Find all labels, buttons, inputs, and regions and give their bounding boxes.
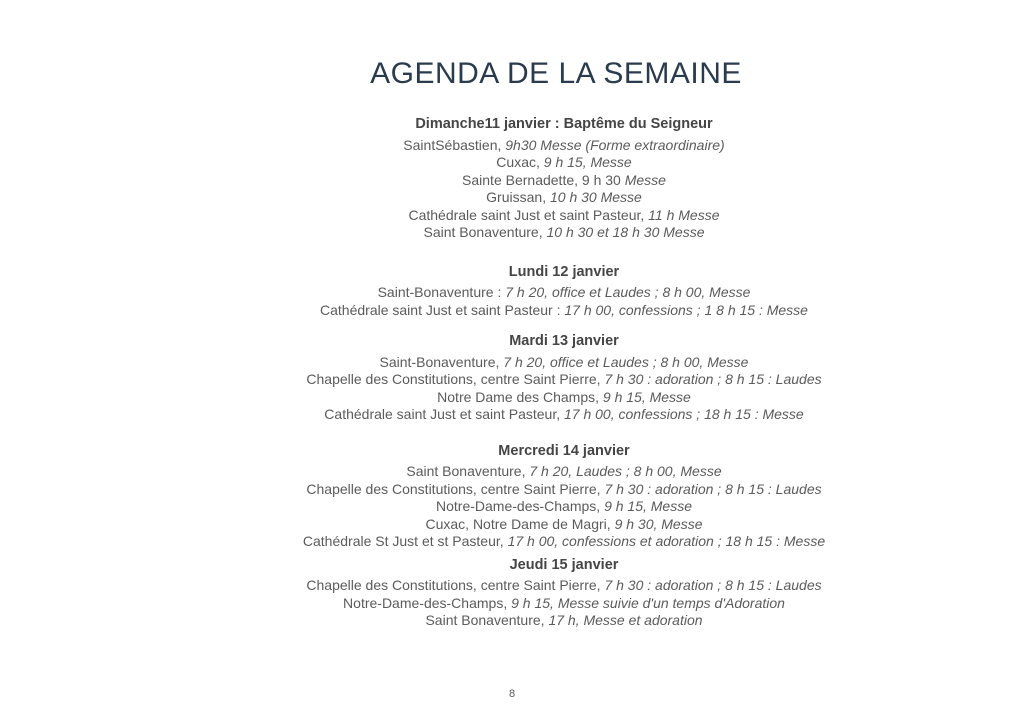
line-time: 9 h 15, Messe	[602, 388, 691, 405]
line-location: Sainte Bernadette, 9 h 30	[462, 171, 625, 188]
agenda-sections	[104, 116, 1024, 630]
agenda-line	[104, 516, 1024, 534]
line-time: 9 h 15, Messe suivie d'un temps d'Adoration	[511, 594, 785, 611]
agenda-line	[104, 389, 1024, 407]
agenda-line	[104, 302, 1024, 320]
line-time: 7 h 20, office et Laudes ; 8 h 00, Messe	[505, 284, 751, 300]
line-location: Gruissan,	[486, 189, 550, 205]
agenda-line	[104, 595, 1024, 613]
page-title: AGENDA DE LA SEMAINE	[370, 57, 742, 90]
line-time: 9 h 15, Messe	[543, 154, 632, 170]
line-location: SaintSébastien,	[403, 136, 506, 153]
line-time: 7 h 30 : adoration ; 8 h 15 : Laudes	[604, 480, 822, 497]
line-location: Notre-Dame-des-Champs,	[436, 498, 605, 514]
line-location: Saint-Bonaventure :	[377, 284, 506, 300]
line-time: Messe	[624, 171, 666, 188]
agenda-line	[104, 284, 1024, 302]
agenda-line	[104, 612, 1024, 630]
agenda-line	[104, 154, 1024, 172]
section-heading: Dimanche11 janvier : Baptême du Seigneur	[415, 116, 713, 132]
agenda-line	[104, 481, 1024, 499]
line-location: Chapelle des Constitutions, centre Saint Pierre,	[306, 371, 605, 387]
line-time: 9 h 30, Messe	[614, 515, 703, 532]
agenda-line	[104, 224, 1024, 242]
page-number: 8	[508, 688, 516, 700]
line-location: Notre-Dame-des-Champs,	[343, 594, 512, 611]
section-heading: Mercredi 14 janvier	[498, 442, 630, 459]
agenda-section	[104, 116, 1024, 242]
line-location: Notre Dame des Champs,	[437, 388, 603, 405]
line-time: 11 h Messe	[648, 206, 720, 223]
line-time: 7 h 20, office et Laudes ; 8 h 00, Messe	[503, 353, 749, 370]
agenda-line	[104, 533, 1024, 551]
line-time: 10 h 30 Messe	[549, 189, 642, 205]
agenda-line	[104, 498, 1024, 516]
line-location: Saint Bonaventure,	[425, 612, 549, 628]
agenda-section	[104, 333, 1024, 424]
line-time: 7 h 30 : adoration ; 8 h 15 : Laudes	[604, 371, 822, 387]
line-location: Cathédrale St Just et st Pasteur,	[302, 533, 508, 549]
line-location: Cathédrale saint Just et saint Pasteur :	[320, 301, 565, 318]
agenda-line	[104, 137, 1024, 155]
agenda-section	[104, 443, 1024, 551]
line-time: 17 h 00, confessions ; 18 h 15 : Messe	[564, 406, 804, 422]
section-heading: Mardi 13 janvier	[509, 333, 619, 349]
agenda-line	[104, 577, 1024, 595]
line-location: Saint-Bonaventure,	[379, 353, 504, 370]
line-time: 9 h 15, Messe	[604, 498, 692, 514]
line-time: 17 h 00, confessions et adoration ; 18 h 15 : Messe	[507, 533, 826, 549]
agenda-line	[104, 189, 1024, 207]
line-location: Cuxac, Notre Dame de Magri,	[425, 515, 615, 532]
agenda-line	[104, 207, 1024, 225]
line-time: 7 h 30 : adoration ; 8 h 15 : Laudes	[604, 577, 822, 593]
section-heading: Lundi 12 janvier	[508, 263, 620, 280]
line-location: Chapelle des Constitutions, centre Saint Pierre,	[306, 577, 605, 593]
line-time: 7 h 20, Laudes ; 8 h 00, Messe	[529, 463, 722, 479]
agenda-line	[104, 354, 1024, 372]
page-content	[104, 0, 1024, 630]
line-time: 17 h 00, confessions ; 1 8 h 15 : Messe	[564, 301, 808, 318]
line-location: Chapelle des Constitutions, centre Saint Pierre,	[306, 480, 605, 497]
section-heading: Jeudi 15 janvier	[509, 556, 619, 573]
agenda-section	[104, 557, 1024, 630]
line-time: 10 h 30 et 18 h 30 Messe	[546, 224, 705, 240]
line-location: Saint Bonaventure,	[406, 463, 530, 479]
line-time: 17 h, Messe et adoration	[548, 612, 703, 628]
line-location: Cuxac,	[496, 154, 544, 170]
line-time: 9h30 Messe (Forme extraordinaire)	[505, 136, 725, 153]
line-location: Cathédrale saint Just et saint Pasteur,	[408, 206, 649, 223]
agenda-section	[104, 264, 1024, 320]
agenda-line	[104, 463, 1024, 481]
agenda-line	[104, 172, 1024, 190]
agenda-line	[104, 371, 1024, 389]
line-location: Cathédrale saint Just et saint Pasteur,	[324, 406, 564, 422]
line-location: Saint Bonaventure,	[423, 224, 547, 240]
agenda-line	[104, 406, 1024, 424]
